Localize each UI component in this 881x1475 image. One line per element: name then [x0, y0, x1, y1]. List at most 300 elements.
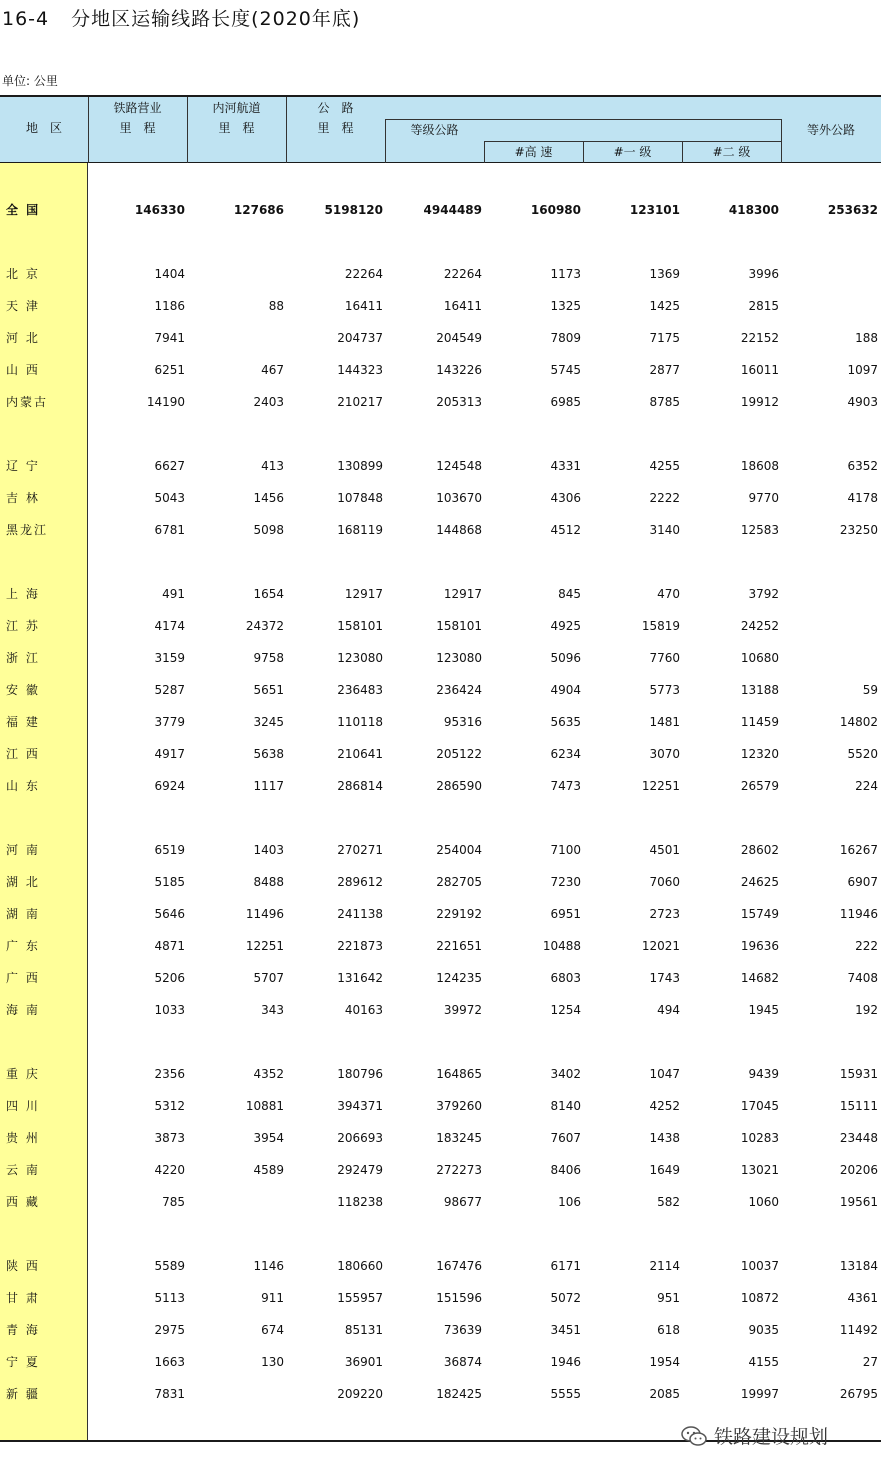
- header-road-line2: 里 程: [317, 121, 354, 135]
- table-row: [0, 616, 881, 636]
- cell-expressway: 5635: [550, 715, 581, 729]
- header-waterway-line2: 里 程: [218, 121, 255, 135]
- region-name: 河 北: [6, 331, 40, 345]
- table-row: [0, 648, 881, 668]
- cell-class2: 2815: [748, 299, 779, 313]
- cell-road: 5198120: [324, 203, 383, 217]
- cell-waterway: 5638: [253, 747, 284, 761]
- cell-rail: 2975: [154, 1323, 185, 1337]
- cell-expressway: 1325: [550, 299, 581, 313]
- cell-road: 289612: [337, 875, 383, 889]
- cell-rail: 5312: [154, 1099, 185, 1113]
- region-name: 辽 宁: [6, 459, 40, 473]
- cell-rail: 4220: [154, 1163, 185, 1177]
- cell-ungraded: 6907: [847, 875, 878, 889]
- cell-graded: 183245: [436, 1131, 482, 1145]
- table-number: 16-4: [2, 8, 50, 30]
- cell-ungraded: 16267: [839, 843, 878, 857]
- cell-ungraded: 188: [855, 331, 878, 345]
- cell-road: 209220: [337, 1387, 383, 1401]
- cell-waterway: 343: [261, 1003, 284, 1017]
- cell-class1: 2222: [649, 491, 680, 505]
- cell-expressway: 6171: [550, 1259, 581, 1273]
- cell-rail: 7941: [154, 331, 185, 345]
- cell-rail: 785: [162, 1195, 185, 1209]
- cell-road: 40163: [344, 1003, 383, 1017]
- cell-expressway: 10488: [542, 939, 581, 953]
- cell-class2: 19636: [740, 939, 779, 953]
- cell-graded: 39972: [443, 1003, 482, 1017]
- cell-graded: 22264: [443, 267, 482, 281]
- watermark: [680, 1422, 828, 1449]
- cell-waterway: 1403: [253, 843, 284, 857]
- cell-expressway: 5096: [550, 651, 581, 665]
- cell-ungraded: 1097: [847, 363, 878, 377]
- region-name: 北 京: [6, 267, 40, 281]
- cell-expressway: 4925: [550, 619, 581, 633]
- table-row: [0, 520, 881, 540]
- cell-waterway: 11496: [245, 907, 284, 921]
- cell-road: 241138: [337, 907, 383, 921]
- cell-rail: 6251: [154, 363, 185, 377]
- cell-waterway: 3954: [253, 1131, 284, 1145]
- region-name: 安 徽: [6, 683, 40, 697]
- cell-expressway: 6803: [550, 971, 581, 985]
- cell-class1: 15819: [641, 619, 680, 633]
- cell-class2: 1060: [748, 1195, 779, 1209]
- cell-class2: 13021: [740, 1163, 779, 1177]
- cell-class2: 16011: [740, 363, 779, 377]
- cell-expressway: 160980: [530, 203, 581, 217]
- cell-rail: 5043: [154, 491, 185, 505]
- cell-expressway: 7607: [550, 1131, 581, 1145]
- cell-class1: 7175: [649, 331, 680, 345]
- cell-rail: 491: [162, 587, 185, 601]
- table-row: [0, 936, 881, 956]
- region-name: 新 疆: [6, 1387, 40, 1401]
- cell-ungraded: 11946: [839, 907, 878, 921]
- region-name: 浙 江: [6, 651, 40, 665]
- cell-road: 206693: [337, 1131, 383, 1145]
- watermark-text: 铁路建设规划: [714, 1426, 829, 1448]
- cell-waterway: 911: [261, 1291, 284, 1305]
- cell-road: 22264: [344, 267, 383, 281]
- unit-label: 单位: 公里: [2, 74, 58, 88]
- cell-graded: 36874: [443, 1355, 482, 1369]
- table-row-total: [0, 200, 881, 220]
- cell-ungraded: 222: [855, 939, 878, 953]
- region-name: 重 庆: [6, 1067, 40, 1081]
- cell-waterway: 1456: [253, 491, 284, 505]
- table-row: [0, 264, 881, 284]
- cell-class1: 470: [657, 587, 680, 601]
- cell-road: 292479: [337, 1163, 383, 1177]
- cell-expressway: 8140: [550, 1099, 581, 1113]
- region-name: 湖 北: [6, 875, 40, 889]
- cell-ungraded: 192: [855, 1003, 878, 1017]
- cell-waterway: 5707: [253, 971, 284, 985]
- cell-graded: 123080: [436, 651, 482, 665]
- cell-class2: 4155: [748, 1355, 779, 1369]
- region-name: 江 西: [6, 747, 40, 761]
- cell-class1: 618: [657, 1323, 680, 1337]
- cell-class2: 418300: [728, 203, 779, 217]
- cell-waterway: 8488: [253, 875, 284, 889]
- cell-waterway: 413: [261, 459, 284, 473]
- table-row: [0, 584, 881, 604]
- cell-graded: 158101: [436, 619, 482, 633]
- table-row: [0, 776, 881, 796]
- table-header: [0, 95, 881, 163]
- cell-graded: 103670: [436, 491, 482, 505]
- cell-class1: 1954: [649, 1355, 680, 1369]
- cell-expressway: 106: [558, 1195, 581, 1209]
- cell-class1: 7060: [649, 875, 680, 889]
- cell-rail: 3159: [154, 651, 185, 665]
- cell-waterway: 674: [261, 1323, 284, 1337]
- region-name: 山 西: [6, 363, 40, 377]
- cell-ungraded: 7408: [847, 971, 878, 985]
- cell-ungraded: 23250: [839, 523, 878, 537]
- header-region: 地 区: [25, 121, 62, 135]
- table-row: [0, 1160, 881, 1180]
- cell-expressway: 1173: [550, 267, 581, 281]
- cell-class2: 19912: [740, 395, 779, 409]
- cell-class1: 2877: [649, 363, 680, 377]
- cell-class2: 17045: [740, 1099, 779, 1113]
- cell-waterway: 467: [261, 363, 284, 377]
- cell-expressway: 1946: [550, 1355, 581, 1369]
- cell-rail: 6781: [154, 523, 185, 537]
- region-name: 宁 夏: [6, 1355, 40, 1369]
- cell-class1: 1369: [649, 267, 680, 281]
- cell-ungraded: 5520: [847, 747, 878, 761]
- cell-expressway: 1254: [550, 1003, 581, 1017]
- cell-waterway: 1654: [253, 587, 284, 601]
- cell-graded: 124548: [436, 459, 482, 473]
- cell-class1: 1481: [649, 715, 680, 729]
- header-road-line1: 公 路: [317, 101, 354, 115]
- cell-graded: 4944489: [423, 203, 482, 217]
- region-name: 山 东: [6, 779, 40, 793]
- cell-rail: 1663: [154, 1355, 185, 1369]
- cell-rail: 5206: [154, 971, 185, 985]
- header-rail-line1: 铁路营业: [113, 101, 162, 115]
- table-row: [0, 1000, 881, 1020]
- cell-ungraded: 19561: [839, 1195, 878, 1209]
- cell-rail: 2356: [154, 1067, 185, 1081]
- cell-rail: 5185: [154, 875, 185, 889]
- cell-rail: 1404: [154, 267, 185, 281]
- cell-class2: 1945: [748, 1003, 779, 1017]
- cell-rail: 4871: [154, 939, 185, 953]
- cell-class2: 26579: [740, 779, 779, 793]
- region-name: 陕 西: [6, 1259, 40, 1273]
- cell-road: 85131: [344, 1323, 383, 1337]
- cell-class1: 2114: [649, 1259, 680, 1273]
- cell-graded: 282705: [436, 875, 482, 889]
- cell-graded: 12917: [443, 587, 482, 601]
- cell-expressway: 5555: [550, 1387, 581, 1401]
- table-row: [0, 1320, 881, 1340]
- cell-expressway: 5745: [550, 363, 581, 377]
- region-name: 江 苏: [6, 619, 40, 633]
- table-row: [0, 392, 881, 412]
- cell-class2: 3792: [748, 587, 779, 601]
- cell-ungraded: 253632: [827, 203, 878, 217]
- cell-class2: 10283: [740, 1131, 779, 1145]
- cell-expressway: 5072: [550, 1291, 581, 1305]
- cell-expressway: 4512: [550, 523, 581, 537]
- cell-class1: 3070: [649, 747, 680, 761]
- cell-rail: 14190: [146, 395, 185, 409]
- cell-road: 158101: [337, 619, 383, 633]
- cell-waterway: 88: [268, 299, 284, 313]
- cell-road: 144323: [337, 363, 383, 377]
- cell-waterway: 3245: [253, 715, 284, 729]
- table-row: [0, 904, 881, 924]
- cell-graded: 286590: [436, 779, 482, 793]
- table-row: [0, 1128, 881, 1148]
- header-waterway-line1: 内河航道: [212, 101, 261, 115]
- cell-class1: 5773: [649, 683, 680, 697]
- cell-class1: 951: [657, 1291, 680, 1305]
- cell-class2: 24625: [740, 875, 779, 889]
- cell-class2: 19997: [740, 1387, 779, 1401]
- region-name: 全 国: [6, 203, 41, 217]
- cell-road: 394371: [337, 1099, 383, 1113]
- header-class2: #二 级: [712, 145, 751, 159]
- cell-rail: 4174: [154, 619, 185, 633]
- cell-waterway: 130: [261, 1355, 284, 1369]
- table-row: [0, 872, 881, 892]
- cell-class1: 582: [657, 1195, 680, 1209]
- region-name: 湖 南: [6, 907, 40, 921]
- cell-graded: 124235: [436, 971, 482, 985]
- header-graded: 等级公路: [410, 123, 459, 137]
- cell-waterway: 2403: [253, 395, 284, 409]
- cell-road: 118238: [337, 1195, 383, 1209]
- cell-rail: 3873: [154, 1131, 185, 1145]
- cell-waterway: 5098: [253, 523, 284, 537]
- cell-class2: 9035: [748, 1323, 779, 1337]
- cell-road: 221873: [337, 939, 383, 953]
- cell-graded: 205122: [436, 747, 482, 761]
- cell-ungraded: 13184: [839, 1259, 878, 1273]
- cell-class1: 4501: [649, 843, 680, 857]
- cell-graded: 236424: [436, 683, 482, 697]
- header-expressway: #高 速: [514, 145, 553, 159]
- header-rail-line2: 里 程: [119, 121, 156, 135]
- header-ungraded: 等外公路: [806, 123, 855, 137]
- cell-rail: 7831: [154, 1387, 185, 1401]
- cell-class2: 13188: [740, 683, 779, 697]
- cell-graded: 379260: [436, 1099, 482, 1113]
- cell-rail: 5113: [154, 1291, 185, 1305]
- cell-road: 107848: [337, 491, 383, 505]
- cell-class1: 494: [657, 1003, 680, 1017]
- cell-ungraded: 26795: [839, 1387, 878, 1401]
- cell-class2: 11459: [740, 715, 779, 729]
- cell-road: 36901: [344, 1355, 383, 1369]
- cell-class2: 10872: [740, 1291, 779, 1305]
- table-row: [0, 360, 881, 380]
- region-name: 吉 林: [6, 491, 40, 505]
- table-row: [0, 968, 881, 988]
- cell-graded: 95316: [443, 715, 482, 729]
- cell-rail: 5287: [154, 683, 185, 697]
- cell-rail: 5646: [154, 907, 185, 921]
- cell-graded: 221651: [436, 939, 482, 953]
- region-name: 河 南: [6, 843, 40, 857]
- cell-road: 16411: [344, 299, 383, 313]
- cell-class2: 10037: [740, 1259, 779, 1273]
- cell-graded: 167476: [436, 1259, 482, 1273]
- table-row: [0, 1064, 881, 1084]
- cell-class1: 12251: [641, 779, 680, 793]
- table-row: [0, 1256, 881, 1276]
- cell-graded: 16411: [443, 299, 482, 313]
- cell-expressway: 7473: [550, 779, 581, 793]
- cell-class2: 18608: [740, 459, 779, 473]
- cell-expressway: 4904: [550, 683, 581, 697]
- wechat-logo-icon: [680, 1425, 708, 1447]
- cell-road: 168119: [337, 523, 383, 537]
- cell-class2: 22152: [740, 331, 779, 345]
- cell-class2: 9770: [748, 491, 779, 505]
- cell-ungraded: 224: [855, 779, 878, 793]
- cell-ungraded: 11492: [839, 1323, 878, 1337]
- cell-ungraded: 15931: [839, 1067, 878, 1081]
- cell-road: 286814: [337, 779, 383, 793]
- cell-graded: 272273: [436, 1163, 482, 1177]
- region-name: 福 建: [6, 715, 40, 729]
- cell-class1: 2723: [649, 907, 680, 921]
- cell-road: 210217: [337, 395, 383, 409]
- region-name: 青 海: [6, 1323, 40, 1337]
- cell-road: 180660: [337, 1259, 383, 1273]
- table-row: [0, 840, 881, 860]
- cell-class1: 1047: [649, 1067, 680, 1081]
- cell-graded: 143226: [436, 363, 482, 377]
- header-class1: #一 级: [613, 145, 652, 159]
- cell-road: 180796: [337, 1067, 383, 1081]
- cell-ungraded: 6352: [847, 459, 878, 473]
- cell-ungraded: 4178: [847, 491, 878, 505]
- cell-graded: 73639: [443, 1323, 482, 1337]
- region-name: 内蒙古: [6, 395, 49, 409]
- table-row: [0, 328, 881, 348]
- cell-graded: 151596: [436, 1291, 482, 1305]
- table-title: 分地区运输线路长度(2020年底): [71, 8, 361, 30]
- cell-road: 210641: [337, 747, 383, 761]
- cell-road: 236483: [337, 683, 383, 697]
- cell-class1: 1649: [649, 1163, 680, 1177]
- cell-class2: 12320: [740, 747, 779, 761]
- cell-graded: 205313: [436, 395, 482, 409]
- cell-class1: 7760: [649, 651, 680, 665]
- cell-class1: 4252: [649, 1099, 680, 1113]
- cell-rail: 6627: [154, 459, 185, 473]
- cell-road: 110118: [337, 715, 383, 729]
- region-name: 西 藏: [6, 1195, 40, 1209]
- cell-class1: 1425: [649, 299, 680, 313]
- table-row: [0, 680, 881, 700]
- cell-class1: 4255: [649, 459, 680, 473]
- cell-waterway: 24372: [245, 619, 284, 633]
- cell-expressway: 4331: [550, 459, 581, 473]
- cell-road: 155957: [337, 1291, 383, 1305]
- cell-expressway: 7809: [550, 331, 581, 345]
- cell-class2: 14682: [740, 971, 779, 985]
- cell-rail: 1033: [154, 1003, 185, 1017]
- cell-rail: 146330: [134, 203, 185, 217]
- cell-rail: 6924: [154, 779, 185, 793]
- cell-class1: 3140: [649, 523, 680, 537]
- region-name: 上 海: [6, 587, 40, 601]
- cell-ungraded: 14802: [839, 715, 878, 729]
- table-row: [0, 1352, 881, 1372]
- cell-graded: 229192: [436, 907, 482, 921]
- cell-ungraded: 20206: [839, 1163, 878, 1177]
- cell-rail: 6519: [154, 843, 185, 857]
- table-row: [0, 712, 881, 732]
- table-row: [0, 488, 881, 508]
- cell-class1: 1438: [649, 1131, 680, 1145]
- region-name: 四 川: [6, 1099, 40, 1113]
- cell-expressway: 7230: [550, 875, 581, 889]
- cell-expressway: 3451: [550, 1323, 581, 1337]
- cell-graded: 164865: [436, 1067, 482, 1081]
- cell-waterway: 10881: [245, 1099, 284, 1113]
- cell-graded: 98677: [443, 1195, 482, 1209]
- cell-class1: 1743: [649, 971, 680, 985]
- region-name: 广 东: [6, 939, 40, 953]
- cell-waterway: 12251: [245, 939, 284, 953]
- cell-waterway: 4589: [253, 1163, 284, 1177]
- region-name: 广 西: [6, 971, 40, 985]
- cell-ungraded: 23448: [839, 1131, 878, 1145]
- cell-expressway: 8406: [550, 1163, 581, 1177]
- cell-waterway: 5651: [253, 683, 284, 697]
- region-name: 黑龙江: [6, 523, 49, 537]
- table-row: [0, 456, 881, 476]
- cell-ungraded: 27: [862, 1355, 878, 1369]
- cell-graded: 182425: [436, 1387, 482, 1401]
- table-row: [0, 1288, 881, 1308]
- cell-class2: 12583: [740, 523, 779, 537]
- table-row: [0, 296, 881, 316]
- cell-expressway: 6985: [550, 395, 581, 409]
- cell-class1: 8785: [649, 395, 680, 409]
- cell-waterway: 4352: [253, 1067, 284, 1081]
- region-name: 海 南: [6, 1003, 40, 1017]
- page-title: [2, 4, 360, 31]
- cell-expressway: 3402: [550, 1067, 581, 1081]
- cell-ungraded: 4361: [847, 1291, 878, 1305]
- cell-road: 123080: [337, 651, 383, 665]
- cell-rail: 5589: [154, 1259, 185, 1273]
- cell-expressway: 4306: [550, 491, 581, 505]
- cell-road: 204737: [337, 331, 383, 345]
- cell-expressway: 6951: [550, 907, 581, 921]
- cell-class1: 12021: [641, 939, 680, 953]
- cell-ungraded: 4903: [847, 395, 878, 409]
- cell-expressway: 6234: [550, 747, 581, 761]
- cell-class2: 24252: [740, 619, 779, 633]
- cell-ungraded: 59: [862, 683, 878, 697]
- cell-expressway: 7100: [550, 843, 581, 857]
